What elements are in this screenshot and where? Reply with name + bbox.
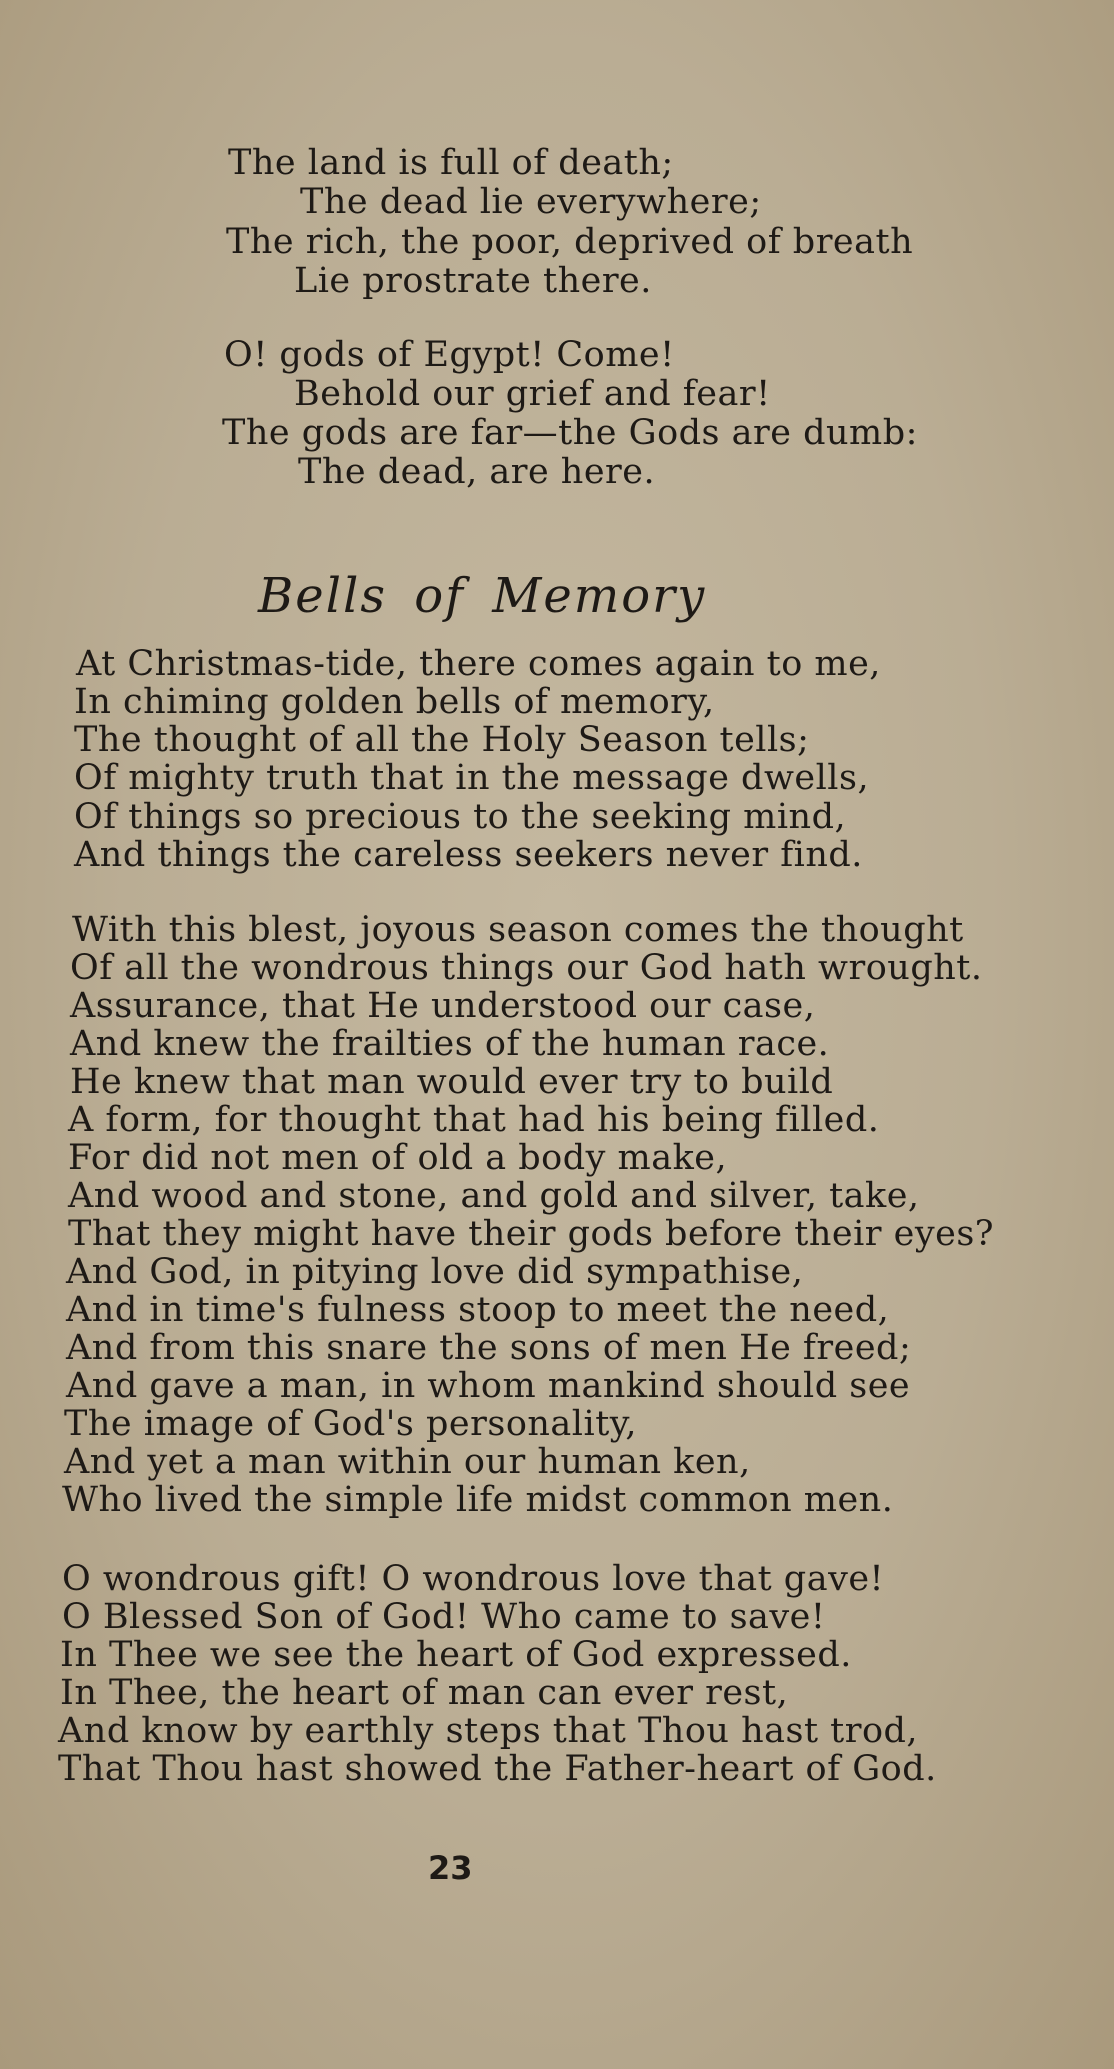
poem-line: At Christmas-tide, there comes again to me, [76,644,881,684]
poem-line: Of things so precious to the seeking mind, [74,797,847,837]
poem-line: In chiming golden bells of memory, [74,682,715,722]
poem-line: The land is full of death; [228,143,674,183]
poem-line: The gods are far—the Gods are dumb: [222,413,918,453]
poem-line: The image of God's personality, [64,1404,638,1444]
poem-line: Of all the wondrous things our God hath wrought. [70,948,983,988]
poem-line: That Thou hast showed the Father-heart of God. [58,1749,937,1789]
poem-line: Lie prostrate there. [294,261,652,301]
poem-line: In Thee we see the heart of God expressed. [60,1635,852,1675]
poem-line: And things the careless seekers never find. [74,835,863,875]
poem-line: And wood and stone, and gold and silver, take, [68,1176,920,1216]
poem-line: And gave a man, in whom mankind should see [66,1366,911,1406]
poem-line: That they might have their gods before their eyes? [68,1214,995,1254]
poem-line: And know by earthly steps that Thou hast trod, [58,1711,919,1751]
poem-line: The rich, the poor, deprived of breath [226,222,914,262]
poem-line: And yet a man within our human ken, [64,1442,751,1482]
poem-line: The dead lie everywhere; [300,182,762,222]
poem-line: And knew the frailties of the human race. [70,1024,830,1064]
poem-line: O wondrous gift! O wondrous love that gave! [62,1559,885,1599]
poem-line: For did not men of old a body make, [68,1138,728,1178]
poem-title: Bells of Memory [258,568,707,624]
poem-line: Behold our grief and fear! [294,374,771,414]
poem-line: O Blessed Son of God! Who came to save! [62,1597,826,1637]
poem-line: Assurance, that He understood our case, [70,986,816,1026]
poem-line: He knew that man would ever try to build [70,1062,834,1102]
poem-line: And God, in pitying love did sympathise, [66,1252,804,1292]
page-number: 23 [428,1849,473,1887]
poem-line: In Thee, the heart of man can ever rest, [60,1673,789,1713]
poem-line: Who lived the simple life midst common men. [62,1480,894,1520]
poem-line: The dead, are here. [298,452,656,492]
poem-line: The thought of all the Holy Season tells; [74,720,810,760]
poem-line: Of mighty truth that in the message dwells, [74,758,870,798]
poem-line: A form, for thought that had his being filled. [68,1100,880,1140]
poem-line: And from this snare the sons of men He freed; [66,1328,912,1368]
poem-line: O! gods of Egypt! Come! [224,335,675,375]
poem-line: With this blest, joyous season comes the thought [72,910,964,950]
poem-line: And in time's fulness stoop to meet the need, [66,1290,890,1330]
